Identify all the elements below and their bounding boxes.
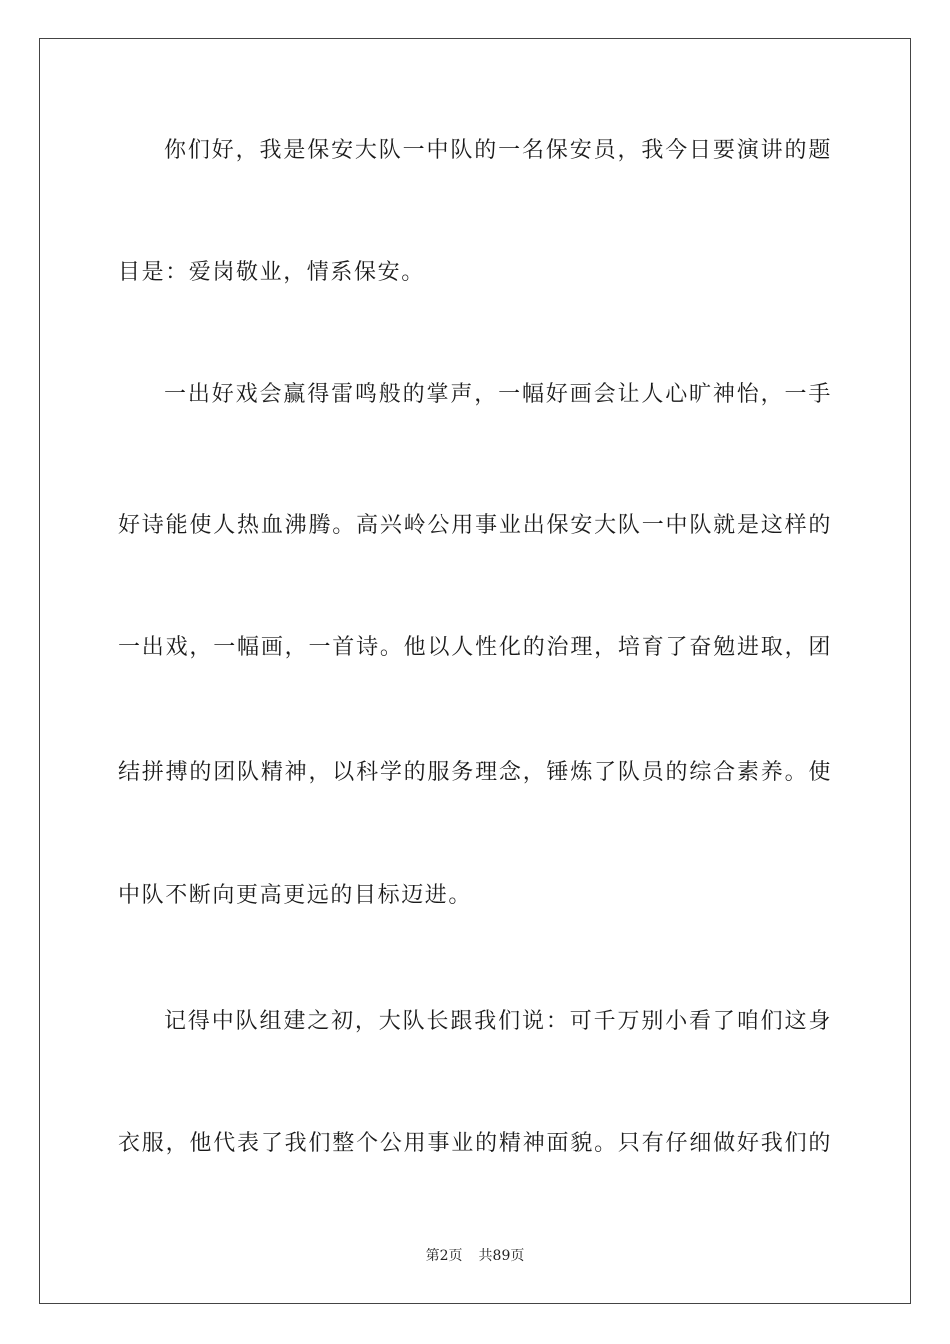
page-border (39, 38, 911, 1304)
total-page-count: 共89页 (478, 1248, 525, 1264)
paragraph-3-line-2: 衣服，他代表了我们整个公用事业的精神面貌。只有仔细做好我们的 (118, 1131, 832, 1156)
paragraph-1-line-2: 目是：爱岗敬业，情系保安。 (118, 260, 425, 285)
paragraph-2-line-4: 结拼搏的团队精神，以科学的服务理念，锤炼了队员的综合素养。使 (118, 760, 832, 785)
paragraph-2-line-1: 一出好戏会赢得雷鸣般的掌声，一幅好画会让人心旷神怡，一手 (164, 382, 832, 407)
paragraph-2-line-5: 中队不断向更高更远的目标迈进。 (118, 883, 473, 908)
paragraph-2-line-2: 好诗能使人热血沸腾。高兴岭公用事业出保安大队一中队就是这样的 (118, 513, 832, 538)
paragraph-3-line-1: 记得中队组建之初，大队长跟我们说：可千万别小看了咱们这身 (164, 1009, 832, 1034)
current-page-number: 第2页 (425, 1248, 463, 1264)
paragraph-1-line-1: 你们好，我是保安大队一中队的一名保安员，我今日要演讲的题 (164, 138, 832, 163)
paragraph-2-line-3: 一出戏，一幅画，一首诗。他以人性化的治理，培育了奋勉进取，团 (118, 635, 832, 660)
page-footer (0, 1246, 950, 1266)
